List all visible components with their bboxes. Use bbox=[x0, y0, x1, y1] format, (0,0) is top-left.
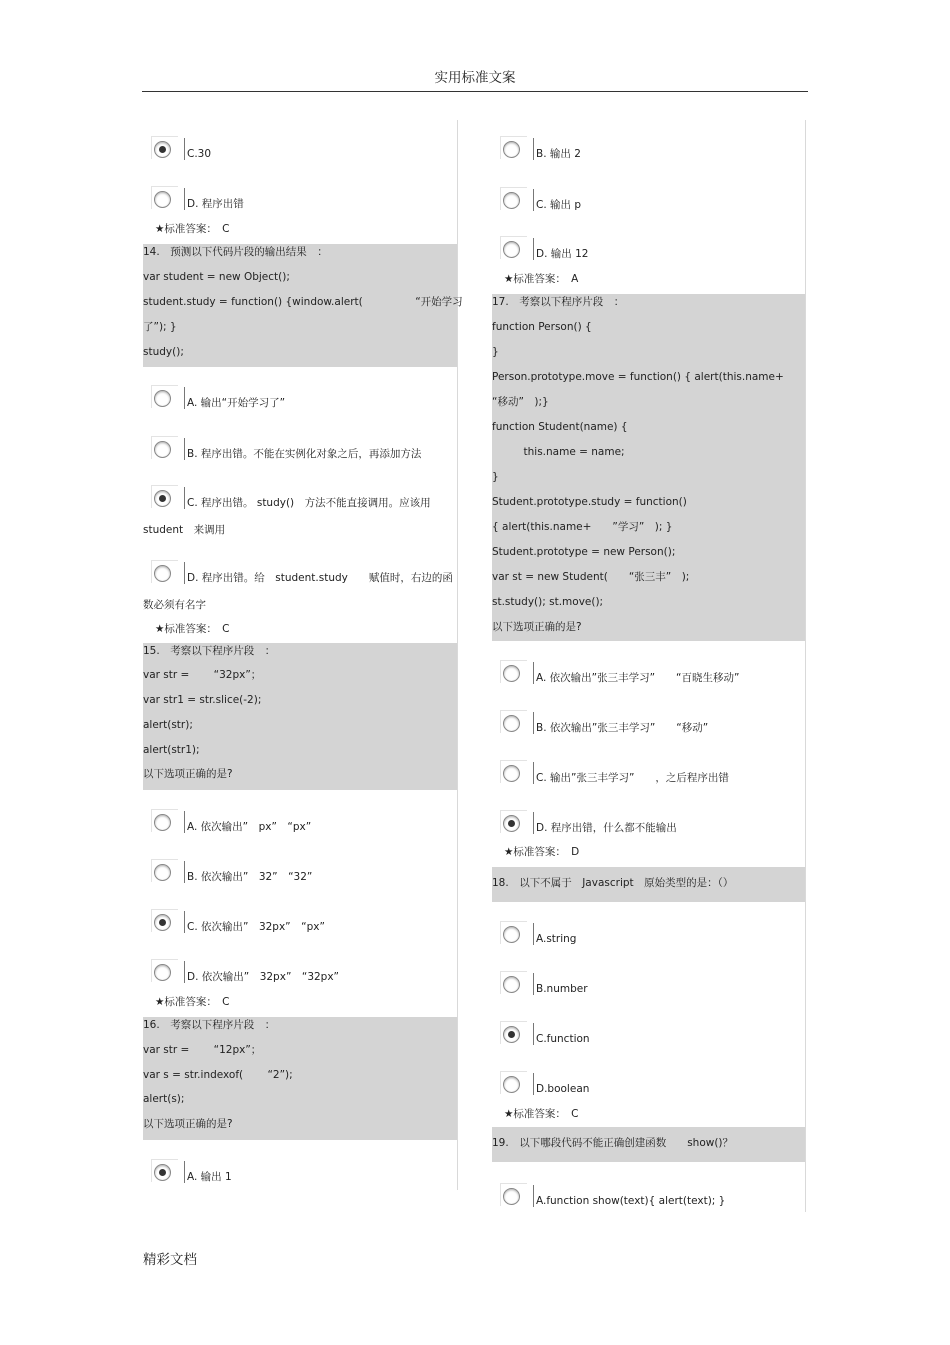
option-label: D. 程序出错 bbox=[187, 198, 244, 210]
option-separator bbox=[184, 138, 185, 160]
radio-button[interactable] bbox=[154, 914, 171, 931]
radio-button[interactable] bbox=[154, 565, 171, 582]
option-separator bbox=[184, 911, 185, 933]
option-label: B. 程序出错。不能在实例化对象之后，再添加方法 bbox=[187, 448, 422, 460]
answer-option[interactable] bbox=[143, 554, 457, 614]
header-divider bbox=[142, 91, 808, 92]
answer-option[interactable] bbox=[143, 479, 457, 539]
question-line: student.study = function() {window.alert( “开始学习 bbox=[143, 296, 463, 308]
radio-button[interactable] bbox=[154, 814, 171, 831]
question-line: this.name = name; bbox=[492, 446, 625, 458]
option-label: C. 输出”张三丰学习” ，之后程序出错 bbox=[536, 772, 729, 784]
option-label: A. 输出 1 bbox=[187, 1171, 232, 1183]
question-line: 14. 预测以下代码片段的输出结果 ： bbox=[143, 246, 328, 258]
option-separator bbox=[533, 1185, 534, 1207]
question-line: } bbox=[492, 346, 499, 358]
option-label: C. 输出 p bbox=[536, 199, 582, 211]
option-separator bbox=[533, 762, 534, 784]
question-line: var str = “32px”； bbox=[143, 669, 262, 681]
answer-option[interactable] bbox=[143, 803, 457, 843]
answer-option[interactable] bbox=[143, 130, 457, 170]
radio-button[interactable] bbox=[154, 964, 171, 981]
option-separator bbox=[533, 712, 534, 734]
answer-option[interactable] bbox=[492, 804, 805, 844]
option-label: A.string bbox=[536, 933, 577, 945]
question-line: Student.prototype = new Person(); bbox=[492, 546, 676, 558]
radio-button[interactable] bbox=[503, 241, 520, 258]
answer-option[interactable] bbox=[492, 654, 805, 694]
answer-option[interactable] bbox=[492, 754, 805, 794]
radio-button[interactable] bbox=[503, 715, 520, 732]
option-label: D. 依次输出” 32px” “32px” bbox=[187, 971, 339, 983]
answer-option[interactable] bbox=[143, 1153, 457, 1193]
radio-button[interactable] bbox=[503, 1076, 520, 1093]
standard-answer: ★标准答案： C bbox=[155, 623, 230, 635]
question-line: 15. 考察以下程序片段 ： bbox=[143, 645, 276, 657]
answer-option[interactable] bbox=[143, 953, 457, 993]
radio-button[interactable] bbox=[503, 192, 520, 209]
option-separator bbox=[184, 961, 185, 983]
question-line: 以下选项正确的是? bbox=[492, 621, 582, 633]
option-label: A. 依次输出” px” “px” bbox=[187, 821, 312, 833]
question-line: Student.prototype.study = function() bbox=[492, 496, 687, 508]
question-line: 16. 考察以下程序片段 ： bbox=[143, 1019, 276, 1031]
question-line: 以下选项正确的是? bbox=[143, 768, 233, 780]
question-stem bbox=[143, 1017, 457, 1140]
radio-button[interactable] bbox=[154, 864, 171, 881]
question-line: 17. 考察以下程序片段 ： bbox=[492, 296, 625, 308]
option-separator bbox=[533, 973, 534, 995]
answer-option[interactable] bbox=[492, 130, 805, 170]
radio-button[interactable] bbox=[503, 141, 520, 158]
radio-button[interactable] bbox=[154, 1164, 171, 1181]
option-label: C. 依次输出” 32px” “px” bbox=[187, 921, 325, 933]
answer-option[interactable] bbox=[492, 915, 805, 955]
option-separator bbox=[184, 1161, 185, 1183]
answer-option[interactable] bbox=[492, 181, 805, 221]
question-line: st.study(); st.move(); bbox=[492, 596, 604, 608]
question-stem bbox=[143, 643, 457, 790]
option-label: D. 输出 12 bbox=[536, 248, 589, 260]
answer-option[interactable] bbox=[492, 1065, 805, 1105]
answer-option[interactable] bbox=[492, 230, 805, 270]
standard-answer: ★标准答案： C bbox=[155, 223, 230, 235]
option-label: C.30 bbox=[187, 148, 212, 160]
answer-option[interactable] bbox=[492, 1015, 805, 1055]
option-separator bbox=[184, 487, 185, 509]
option-separator bbox=[184, 438, 185, 460]
question-line: 以下选项正确的是? bbox=[143, 1118, 233, 1130]
option-label-continued: 数必须有名字 bbox=[143, 599, 206, 611]
question-line: } bbox=[492, 471, 499, 483]
standard-answer: ★标准答案： C bbox=[504, 1108, 579, 1120]
radio-button[interactable] bbox=[503, 765, 520, 782]
question-line: 了”); } bbox=[143, 321, 177, 333]
standard-answer: ★标准答案： D bbox=[504, 846, 580, 858]
question-line: function Student(name) { bbox=[492, 421, 628, 433]
radio-button[interactable] bbox=[154, 141, 171, 158]
answer-option[interactable] bbox=[143, 903, 457, 943]
question-line: alert(s); bbox=[143, 1093, 185, 1105]
answer-option[interactable] bbox=[492, 704, 805, 744]
option-separator bbox=[533, 662, 534, 684]
column-divider-left bbox=[457, 120, 458, 1190]
option-label: C. 程序出错。 study() 方法不能直接调用。应该用 bbox=[187, 497, 431, 509]
question-line: alert(str1); bbox=[143, 744, 200, 756]
question-line: function Person() { bbox=[492, 321, 592, 333]
question-line: 18. 以下不属于 Javascript 原始类型的是：（） bbox=[492, 877, 734, 889]
radio-button[interactable] bbox=[503, 976, 520, 993]
option-separator bbox=[533, 138, 534, 160]
option-separator bbox=[184, 562, 185, 584]
radio-button[interactable] bbox=[154, 441, 171, 458]
option-label: A. 输出“开始学习了” bbox=[187, 397, 286, 409]
option-separator bbox=[184, 811, 185, 833]
option-label: D. 程序出错。给 student.study 赋值时，右边的函 bbox=[187, 572, 453, 584]
option-label: C.function bbox=[536, 1033, 590, 1045]
option-separator bbox=[533, 238, 534, 260]
option-separator bbox=[533, 1023, 534, 1045]
option-separator bbox=[184, 387, 185, 409]
radio-button[interactable] bbox=[503, 926, 520, 943]
question-line: “移动” );} bbox=[492, 396, 549, 408]
option-label-continued: student 来调用 bbox=[143, 524, 226, 536]
option-label: A.function show(text){ alert(text); } bbox=[536, 1195, 726, 1207]
question-line: { alert(this.name+ ”学习” ); } bbox=[492, 521, 673, 533]
question-line: var student = new Object(); bbox=[143, 271, 290, 283]
answer-option[interactable] bbox=[143, 430, 457, 470]
radio-button[interactable] bbox=[154, 390, 171, 407]
option-separator bbox=[184, 188, 185, 210]
question-line: var str = “12px”； bbox=[143, 1044, 262, 1056]
option-label: D.boolean bbox=[536, 1083, 590, 1095]
option-separator bbox=[184, 861, 185, 883]
left-column bbox=[143, 120, 463, 1190]
answer-option[interactable] bbox=[143, 379, 457, 419]
radio-button[interactable] bbox=[503, 815, 520, 832]
answer-option[interactable] bbox=[143, 853, 457, 893]
option-separator bbox=[533, 1073, 534, 1095]
radio-button[interactable] bbox=[154, 191, 171, 208]
option-label: B. 依次输出” 32” “32” bbox=[187, 871, 313, 883]
question-line: Person.prototype.move = function() { alert(this.name+ bbox=[492, 371, 784, 383]
question-line: 19. 以下哪段代码不能正确创建函数 show()？ bbox=[492, 1137, 734, 1149]
radio-button[interactable] bbox=[154, 490, 171, 507]
question-line: alert(str); bbox=[143, 719, 193, 731]
question-line: var str1 = str.slice(-2); bbox=[143, 694, 262, 706]
answer-option[interactable] bbox=[492, 965, 805, 1005]
radio-button[interactable] bbox=[503, 1026, 520, 1043]
option-label: B.number bbox=[536, 983, 588, 995]
radio-button[interactable] bbox=[503, 665, 520, 682]
question-stem bbox=[143, 244, 463, 367]
option-label: B. 依次输出”张三丰学习” “移动” bbox=[536, 722, 709, 734]
page-footer: 精彩文档 bbox=[143, 1252, 197, 1268]
option-separator bbox=[533, 923, 534, 945]
option-label: A. 依次输出”张三丰学习” “百晓生移动” bbox=[536, 672, 740, 684]
option-label: B. 输出 2 bbox=[536, 148, 581, 160]
question-stem bbox=[492, 294, 805, 641]
answer-option[interactable] bbox=[143, 180, 457, 220]
option-label: D. 程序出错，什么都不能输出 bbox=[536, 822, 677, 834]
question-stem bbox=[492, 867, 805, 902]
column-divider-right bbox=[805, 120, 806, 1212]
question-line: var st = new Student( “张三丰” ); bbox=[492, 571, 690, 583]
page-header: 实用标准文案 bbox=[434, 70, 516, 86]
option-separator bbox=[533, 812, 534, 834]
right-column bbox=[492, 120, 805, 1207]
question-line: study(); bbox=[143, 346, 184, 358]
radio-button[interactable] bbox=[503, 1188, 520, 1205]
question-stem bbox=[492, 1127, 805, 1162]
answer-option[interactable] bbox=[492, 1177, 805, 1217]
standard-answer: ★标准答案： A bbox=[504, 273, 579, 285]
standard-answer: ★标准答案： C bbox=[155, 996, 230, 1008]
question-line: var s = str.indexof( “2”); bbox=[143, 1069, 293, 1081]
option-separator bbox=[533, 189, 534, 211]
